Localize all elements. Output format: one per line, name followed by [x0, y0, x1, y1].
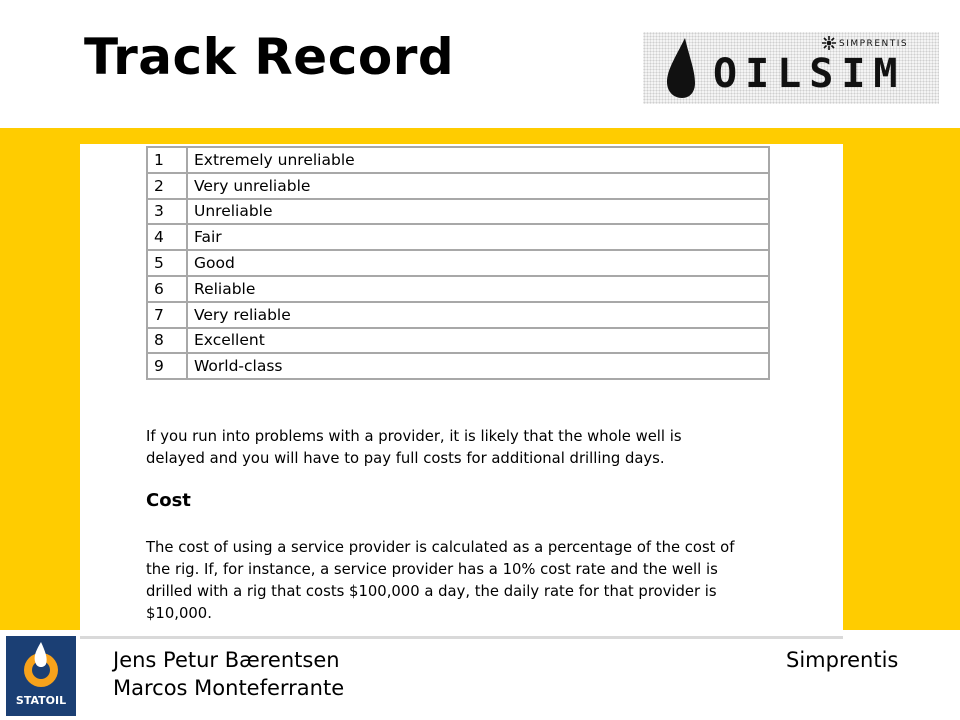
statoil-flame-icon [6, 636, 76, 694]
table-row [147, 353, 769, 379]
table-row [147, 328, 769, 354]
simprentis-logo-text: SIMPRENTIS [839, 39, 909, 49]
table-row [147, 302, 769, 328]
company-name: Simprentis [786, 648, 899, 672]
rating-label: Fair [187, 224, 769, 250]
rating-number: 2 [147, 173, 187, 199]
table-row [147, 250, 769, 276]
rating-label: Unreliable [187, 199, 769, 225]
cost-line: the rig. If, for instance, a service provider has a 10% cost rate and the well is [146, 561, 718, 578]
table-row [147, 147, 769, 173]
rating-label: Extremely unreliable [187, 147, 769, 173]
table-row [147, 224, 769, 250]
slide-title: Track Record [84, 28, 455, 86]
author-name: Marcos Monteferrante [113, 676, 345, 700]
document-screenshot [80, 144, 843, 634]
statoil-logo [6, 636, 76, 716]
simprentis-mark-icon [821, 35, 837, 51]
problems-paragraph [146, 426, 786, 470]
footer [0, 630, 960, 720]
author-name: Jens Petur Bærentsen [113, 648, 340, 672]
rating-number: 3 [147, 199, 187, 225]
rating-number: 7 [147, 302, 187, 328]
cost-paragraph [146, 537, 786, 625]
cost-heading: Cost [146, 490, 191, 511]
problems-line: delayed and you will have to pay full costs for additional drilling days. [146, 450, 665, 467]
statoil-logo-text: STATOIL [15, 694, 67, 707]
reliability-table [146, 146, 770, 380]
rating-label: Good [187, 250, 769, 276]
problems-line: If you run into problems with a provider, it is likely that the whole well is [146, 428, 682, 445]
cost-line: drilled with a rig that costs $100,000 a day, the daily rate for that provider is [146, 583, 717, 600]
oil-drop-icon [661, 36, 707, 100]
rating-number: 8 [147, 328, 187, 354]
rating-label: World-class [187, 353, 769, 379]
rating-label: Very unreliable [187, 173, 769, 199]
oilsim-logo [643, 32, 939, 104]
rating-number: 4 [147, 224, 187, 250]
rating-number: 5 [147, 250, 187, 276]
oilsim-wordmark: OILSIM [713, 51, 906, 97]
table-row [147, 276, 769, 302]
table-row [147, 173, 769, 199]
footer-divider [80, 636, 843, 639]
cost-line: $10,000. [146, 605, 212, 622]
rating-number: 1 [147, 147, 187, 173]
rating-label: Reliable [187, 276, 769, 302]
cost-line: The cost of using a service provider is calculated as a percentage of the cost of [146, 539, 735, 556]
table-row [147, 199, 769, 225]
rating-label: Very reliable [187, 302, 769, 328]
rating-label: Excellent [187, 328, 769, 354]
rating-number: 6 [147, 276, 187, 302]
rating-number: 9 [147, 353, 187, 379]
